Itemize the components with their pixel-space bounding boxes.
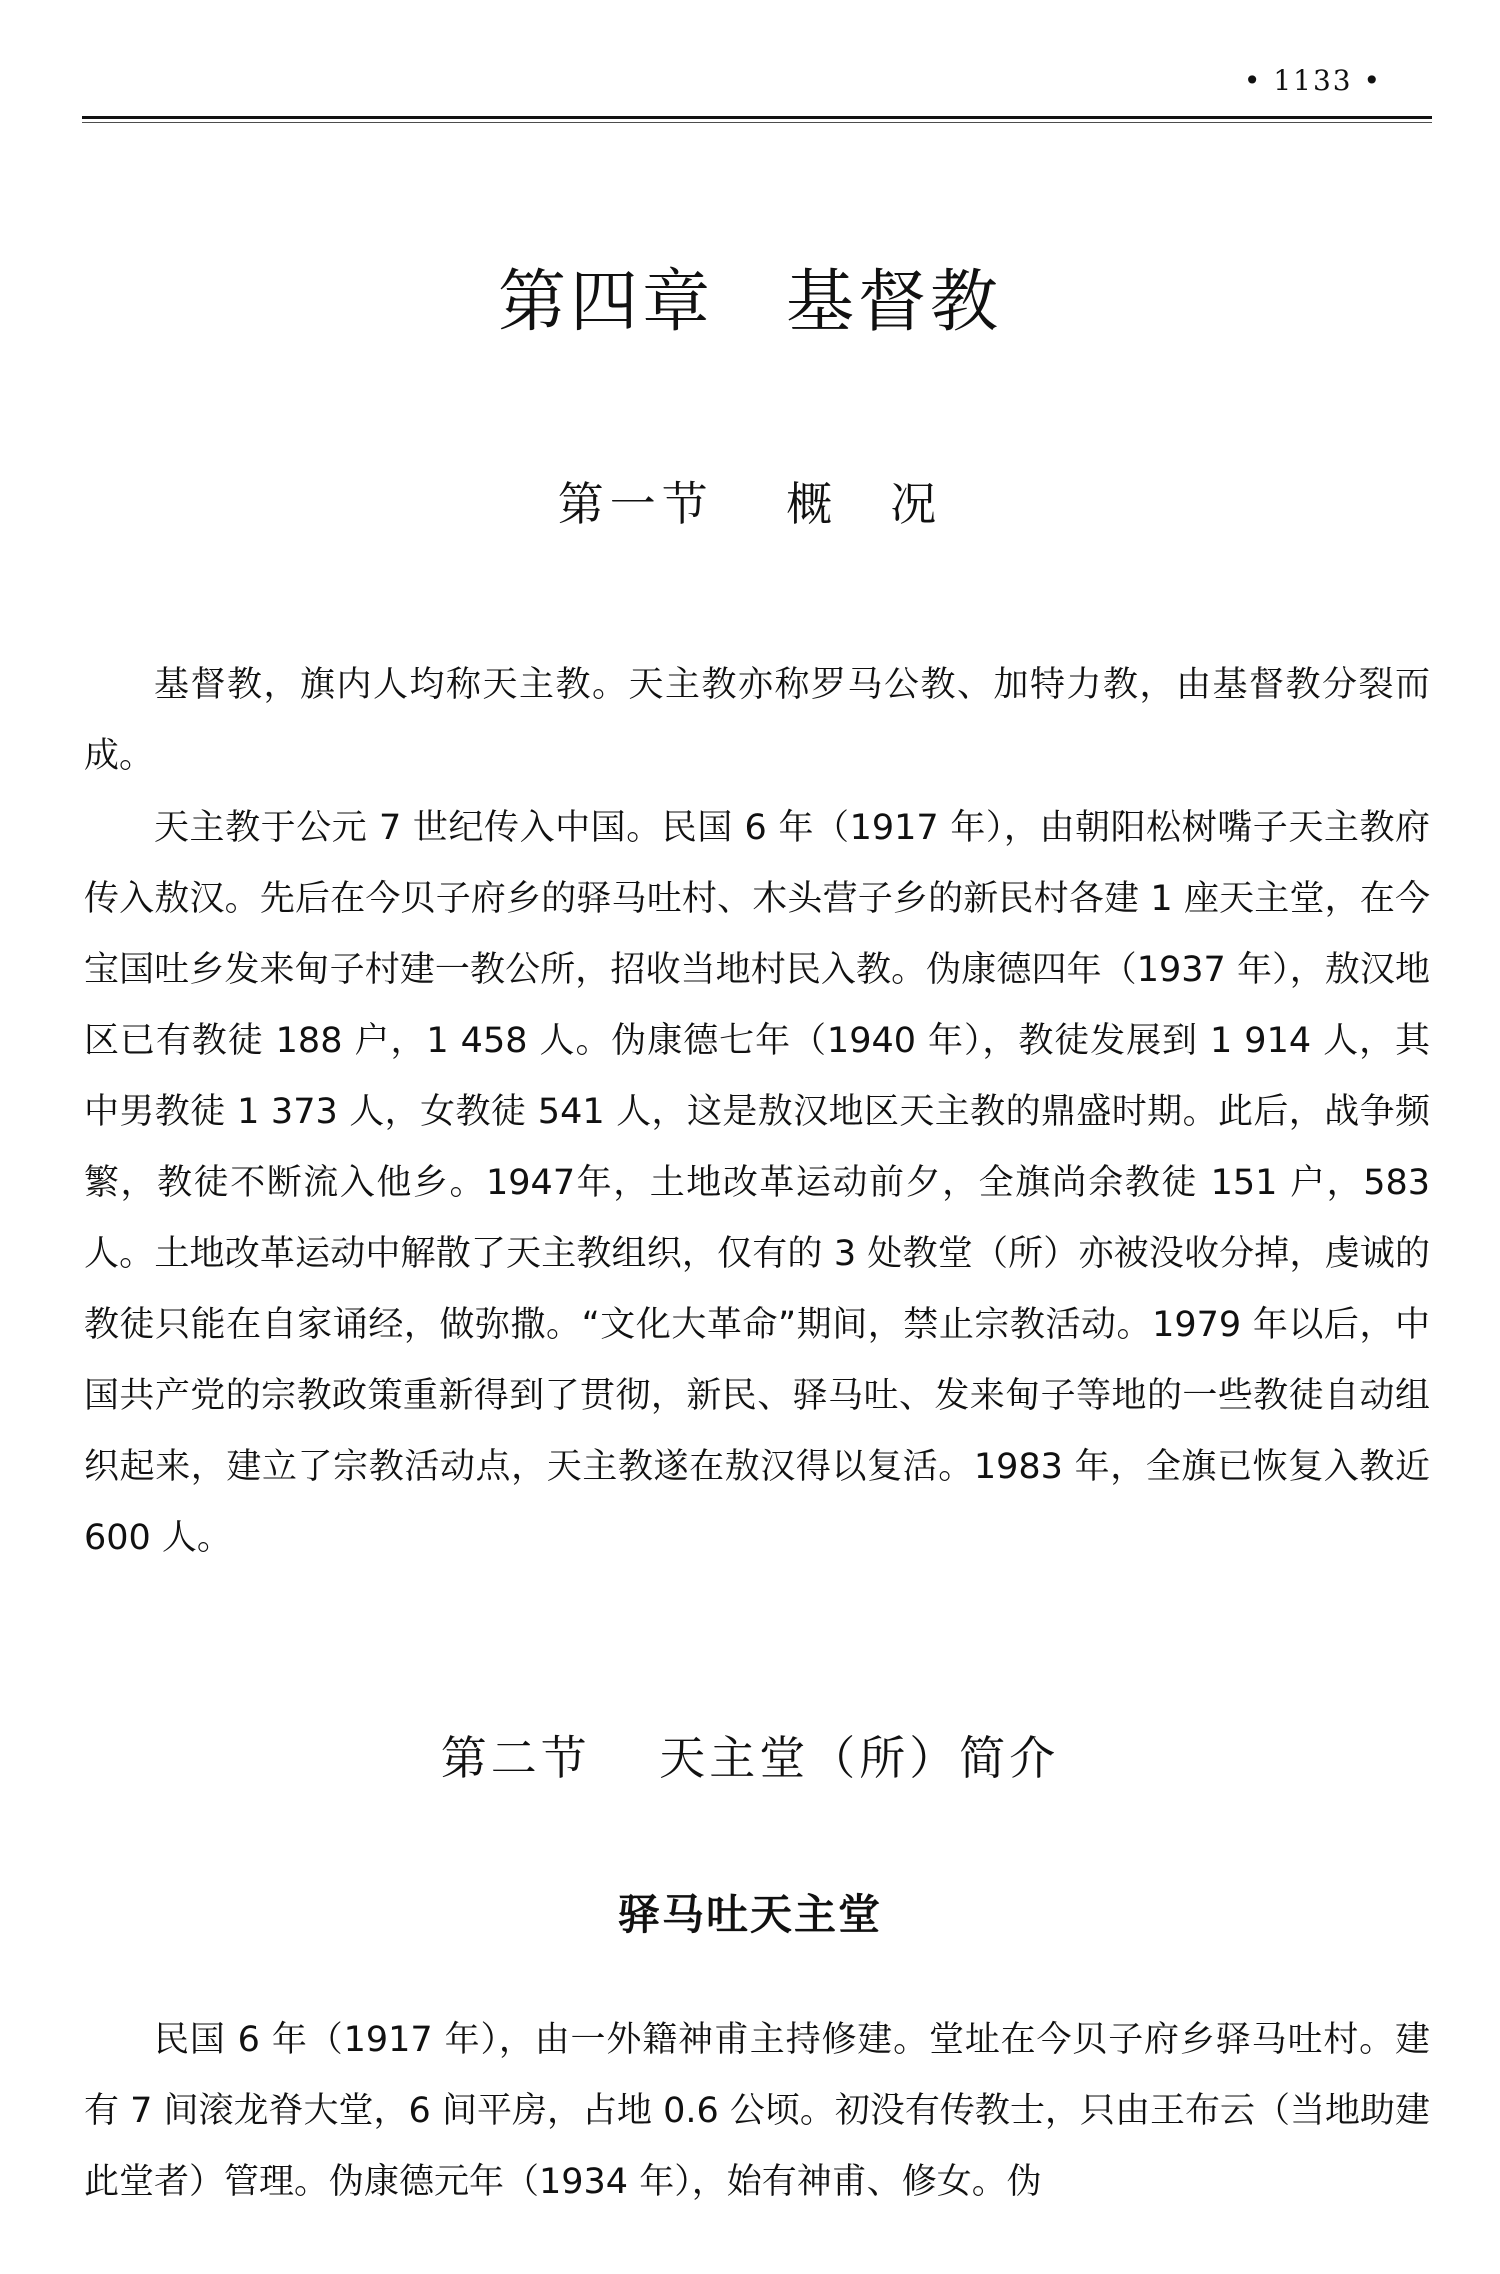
subsection-title-yimatu-church: 驿马吐天主堂 [617, 1890, 882, 1939]
chapter-title: 第四章 基督教 [497, 263, 1002, 342]
paragraph-yimatu-church: 民国 6 年（1917 年），由一外籍神甫主持修建。堂址在今贝子府乡驿马吐村。建有 7 间滚龙脊大堂，6 间平房，占地 0.6 公顷。初没有传教士，只由王布云（当地助建此堂者）管理。伪康德元年（1934 年），始有神甫、修女。伪 [84, 2020, 1430, 2202]
section-title-churches: 第二节 天主堂（所）简介 [440, 1731, 1060, 1785]
header-rule [82, 116, 1432, 119]
paragraph-intro: 基督教，旗内人均称天主教。天主教亦称罗马公教、加特力教，由基督教分裂而成。 [84, 665, 1430, 776]
paragraph-history: 天主教于公元 7 世纪传入中国。民国 6 年（1917 年），由朝阳松树嘴子天主教府传入敖汉。先后在今贝子府乡的驿马吐村、木头营子乡的新民村各建 1 座天主堂，在今宝国吐乡发来甸子村建一教公所，招收当地村民入教。伪康德四年（1937 年），敖汉地区已有教徒 188 户，1 458 人。伪康德七年（1940 年），教徒发展到 1 914 人，其中男教徒 1 373 人，女教徒 541 人，这是敖汉地区天主教的鼎盛时期。此后，战争频繁，教徒不断流入他乡。1947年，土地改革运动前夕，全旗尚余教徒 151 户，583 人。土地改革运动中解散了天主教组织，仅有的 3 处教堂（所）亦被没收分掉，虔诚的教徒只能在自家诵经，做弥撒。“文化大革命”期间，禁止宗教活动。1979 年以后，中国共产党的宗教政策重新得到了贯彻，新民、驿马吐、发来甸子等地的一些教徒自动组织起来，建立了宗教活动点，天主教遂在敖汉得以复活。1983 年，全旗已恢复入教近 600 人。 [84, 808, 1430, 1558]
header-rule-thin [82, 122, 1432, 123]
page-number: • 1133 • [1243, 64, 1382, 97]
section-title-overview: 第一节 概 况 [557, 477, 943, 531]
